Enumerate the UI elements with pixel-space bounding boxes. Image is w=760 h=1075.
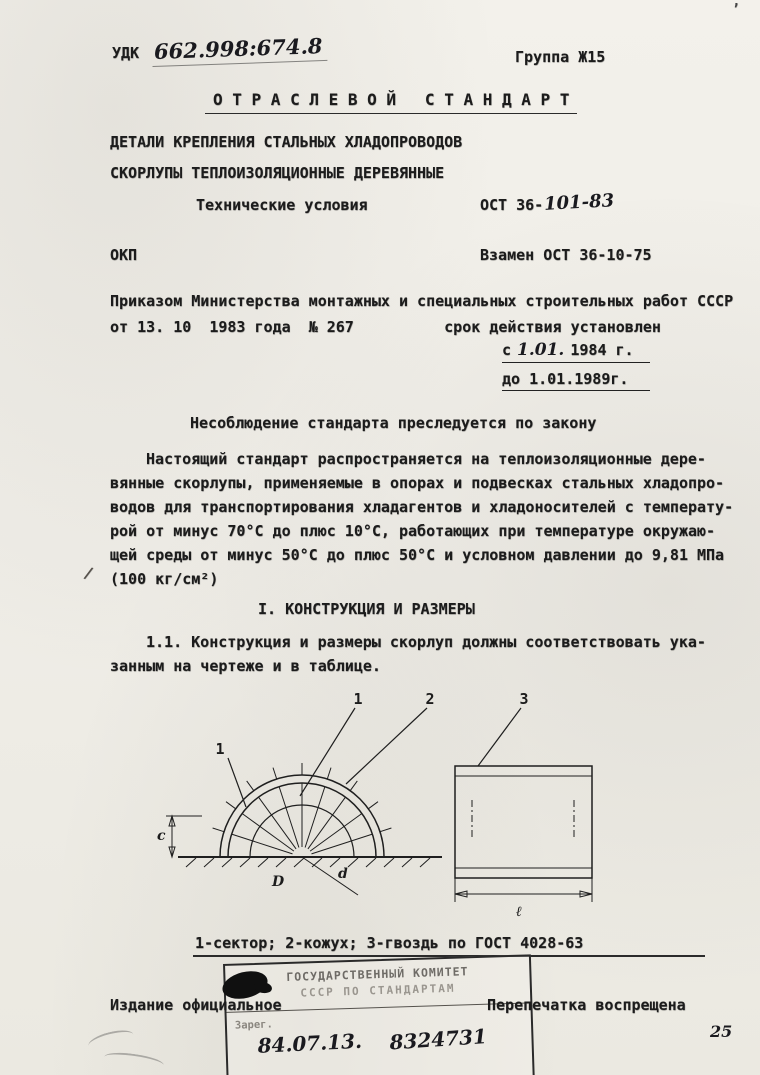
subtitle: Технические условия: [196, 196, 368, 214]
stamp-hand-date: 84.07.13.: [257, 1028, 363, 1058]
title-line-1: ДЕТАЛИ КРЕПЛЕНИЯ СТАЛЬНЫХ ХЛАДОПРОВОДОВ: [110, 133, 463, 151]
valid-from-year: 1984 г.: [570, 341, 634, 359]
clause-line: 1.1. Конструкция и размеры скорлуп должны соответствовать ука-: [146, 633, 706, 651]
dimension-c: [166, 816, 202, 857]
intro-line: щей среды от минус 50°С до плюс 50°С и условном давлении до 9,81 МПа: [110, 546, 725, 564]
shell-cross-section-view: [157, 763, 442, 895]
dim-length-label: ℓ: [516, 904, 522, 920]
dimension-length: [455, 878, 592, 902]
intro-paragraph: [110, 450, 746, 594]
standard-type-heading: О Т Р А С Л Е В О Й С Т А Н Д А Р Т: [213, 90, 570, 109]
replaces-note: Взамен ОСТ 36-10-75: [480, 246, 652, 264]
intro-line: (100 кг/см²): [110, 570, 219, 588]
okp-label: ОКП: [110, 246, 138, 264]
intro-line: Настоящий стандарт распространяется на теплоизоляционные дере-: [146, 450, 706, 468]
callout-1-left: 1: [215, 740, 225, 758]
stamp-line-1: ГОСУДАРСТВЕННЫЙ КОМИТЕТ: [286, 964, 469, 985]
figure-callouts: [215, 690, 528, 807]
udk-value-handwritten: 662.998:674.8: [152, 33, 327, 67]
valid-to-line: до 1.01.1989г.: [502, 370, 650, 391]
pencil-scribble: [87, 1027, 136, 1054]
heading-underline: [205, 113, 577, 114]
callout-1: 1: [353, 690, 363, 708]
dim-c-label: с: [157, 828, 166, 844]
stray-mark: /: [82, 563, 95, 583]
valid-from-handwritten: 1.01.: [517, 340, 565, 360]
stamp-hand-number: 8324731: [389, 1024, 488, 1055]
figure-caption: 1-сектор; 2-кожух; 3-гвоздь по ГОСТ 4028-63: [195, 934, 584, 952]
dim-d-label: d: [338, 866, 348, 882]
valid-from-typed: с: [502, 341, 512, 359]
page-number: 25: [710, 1022, 733, 1041]
edition-note: Издание официальное: [110, 996, 282, 1014]
law-notice: Несоблюдение стандарта преследуется по закону: [190, 414, 597, 432]
callout-2: 2: [425, 690, 435, 708]
stamp-handwritten-row: [257, 1026, 487, 1057]
registration-stamp: [223, 954, 536, 1075]
pencil-scribble: [103, 1050, 164, 1072]
designation-typed: ОСТ 36-: [480, 196, 544, 214]
order-line-1: Приказом Министерства монтажных и специальных строительных работ СССР: [110, 292, 734, 310]
udk-label: УДК: [112, 44, 140, 62]
dim-D-label: D: [272, 874, 285, 890]
designation-handwritten: 101-83: [543, 190, 615, 215]
reprint-note: Перепечатка воспрещена: [487, 996, 686, 1014]
intro-line: рой от минус 70°С до плюс 10°С, работающих при температуре окружаю-: [110, 522, 716, 540]
intro-line: водов для транспортирования хладагентов и хладоносителей с температу-: [110, 498, 734, 516]
section-heading: I. КОНСТРУКЦИЯ И РАЗМЕРЫ: [258, 600, 475, 618]
group-label: Группа Ж15: [515, 48, 606, 66]
title-line-2: СКОРЛУПЫ ТЕПЛОИЗОЛЯЦИОННЫЕ ДЕРЕВЯННЫЕ: [110, 164, 445, 182]
shell-drawing: [150, 688, 620, 938]
order-line-2: от 13. 10 1983 года № 267 срок действия установлен: [110, 318, 661, 336]
intro-line: вянные скорлупы, применяемые в опорах и подвесках стальных хладопро-: [110, 474, 725, 492]
ground-hatching: [186, 858, 430, 867]
callout-3: 3: [519, 690, 529, 708]
stamp-line-2: СССР ПО СТАНДАРТАМ: [300, 981, 456, 1000]
clause-line: занным на чертеже и в таблице.: [110, 657, 381, 675]
valid-from-line: [502, 340, 650, 363]
clause-1-1: [110, 633, 750, 681]
casing-side-view: [455, 766, 592, 920]
scan-artifact: ’: [732, 2, 740, 17]
stamp-registered-label: Зарег.: [234, 1018, 274, 1032]
